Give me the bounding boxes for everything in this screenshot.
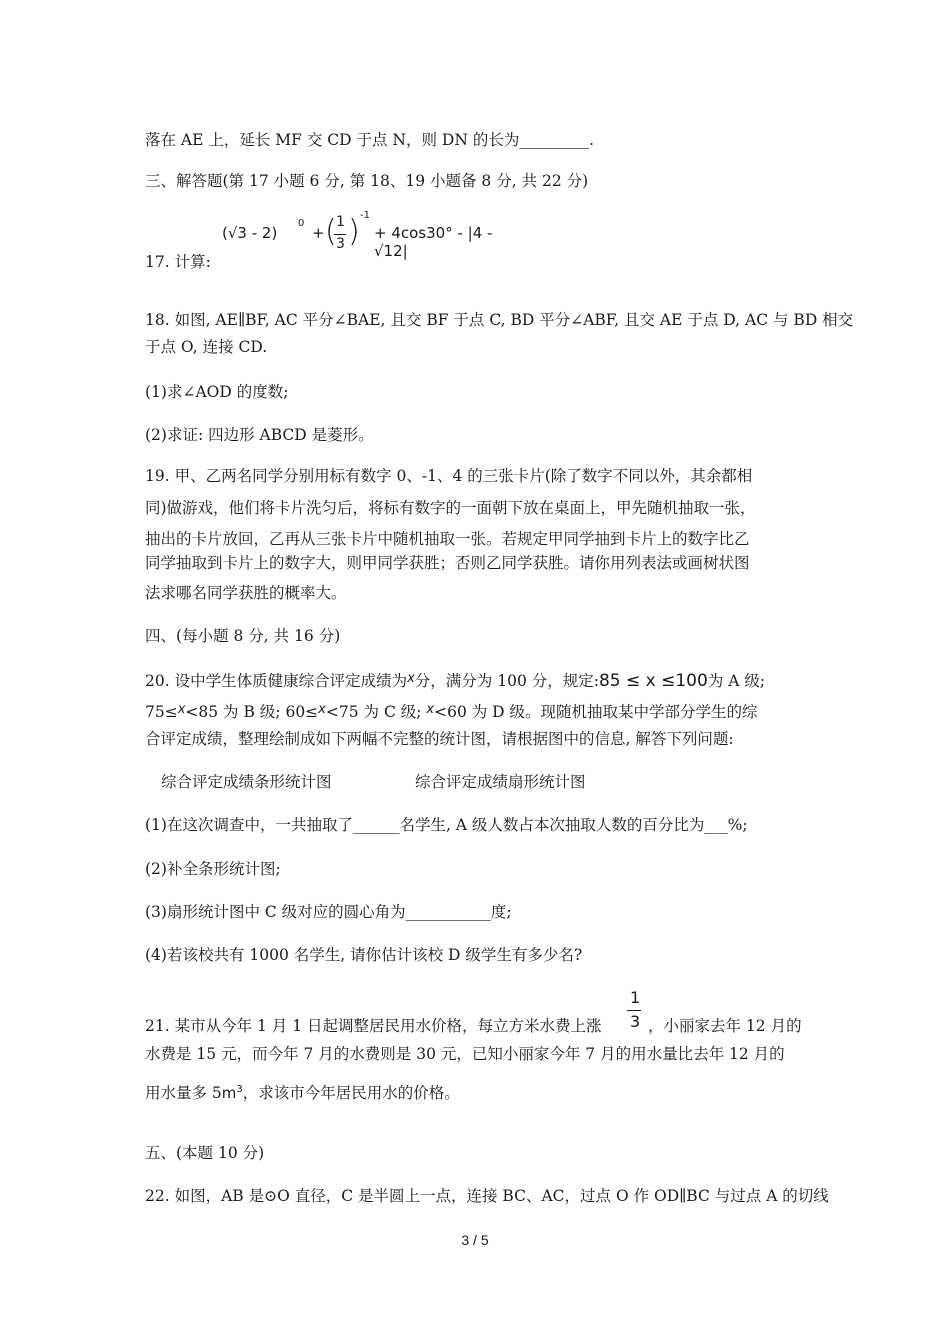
q18-line-1: 18. 如图, AE∥BF, AC 平分∠BAE, 且交 BF 于点 C, BD 平分∠ABF, 且交 AE 于点 D, AC 与 BD 相交 <box>145 311 854 329</box>
section-3-heading: 三、解答题(第 17 小题 6 分, 第 18、19 小题备 8 分, 共 22 分) <box>145 172 589 190</box>
q20-line-2: 75≤$^x$<85 为 B 级; 60≤$^x$<75 为 C 级; $^x$<60 为 D 级。现随机抽取某中学部分学生的综 <box>145 702 758 721</box>
q19-line-4: 同学抽取到卡片上的数字大，则甲同学获胜；否则乙同学获胜。请你用列表法或画树状图 <box>145 554 750 572</box>
q17-term-c: + 4cos30° - |4 - √12| <box>374 224 493 260</box>
q18-line-3: (1)求∠AOD 的度数; <box>145 383 289 401</box>
q18-line-4: (2)求证: 四边形 ABCD 是菱形。 <box>145 426 374 444</box>
q21-line-1b: ，小丽家去年 12 月的 <box>648 1017 802 1035</box>
q17-frac-den: 3 <box>336 236 345 252</box>
q17-exp-a: 0 <box>298 218 305 229</box>
q19-line-1: 19. 甲、乙两名同学分别用标有数字 0、-1、4 的三张卡片(除了数字不同以外，其余都相 <box>145 467 753 485</box>
q17-plus: + <box>312 224 325 242</box>
section-4-heading: 四、(每小题 8 分, 共 16 分) <box>145 627 341 645</box>
q20-part-4: (4)若该校共有 1000 名学生, 请你估计该校 D 级学生有多少名? <box>145 946 583 964</box>
q20-part-3: (3)扇形统计图中 C 级对应的圆心角为___________度; <box>145 903 512 921</box>
q17-paren-right: ) <box>348 214 360 249</box>
q20-line-3: 合评定成绩，整理绘制成如下两幅不完整的统计图，请根据图中的信息, 解答下列问题: <box>145 730 734 748</box>
q21-frac-bar <box>627 1010 641 1011</box>
q20-pie-chart-title: 综合评定成绩扇形统计图 <box>415 773 586 791</box>
q21-line-1a: 21. 某市从今年 1 月 1 日起调整居民用水价格，每立方米水费上涨 <box>145 1017 602 1035</box>
page-number: 3 / 5 <box>461 1232 489 1248</box>
q20-part-1: (1)在这次调查中，一共抽取了______名学生, A 级人数占本次抽取人数的百分比为___%; <box>145 816 748 834</box>
q21-fraction <box>625 988 649 1036</box>
q19-line-5: 法求哪名同学获胜的概率大。 <box>145 584 347 602</box>
q22-line-1: 22. 如图，AB 是⊙O 直径，C 是半圆上一点，连接 BC、AC，过点 O 作 OD∥BC 与过点 A 的切线 <box>145 1187 829 1205</box>
q20-line-1: 20. 设中学生体质健康综合评定成绩为$^x$分，满分为 100 分，规定:85 ≤ x ≤100为 A 级; <box>145 671 766 691</box>
q21-line-2: 水费是 15 元，而今年 7 月的水费则是 30 元，已知小丽家今年 7 月的用水量比去年 12 月的 <box>145 1045 785 1063</box>
q21-line-3: 用水量多 $5m^3$，求该市今年居民用水的价格。 <box>145 1084 460 1103</box>
q17-term-a: (√3 - 2) <box>222 224 278 242</box>
q17-exp-b: -1 <box>360 210 370 221</box>
q17-frac-bar <box>334 234 346 235</box>
q17-label: 17. 计算: <box>145 253 211 271</box>
q17-paren-left: ( <box>325 214 337 249</box>
q17-frac-num: 1 <box>336 214 345 230</box>
section-5-heading: 五、(本题 10 分) <box>145 1144 265 1162</box>
q20-bar-chart-title: 综合评定成绩条形统计图 <box>161 773 332 791</box>
q21-frac-den: 3 <box>630 1012 641 1031</box>
line-1: 落在 AE 上，延长 MF 交 CD 于点 N，则 DN 的长为_________. <box>145 131 594 149</box>
q18-line-2: 于点 O, 连接 CD. <box>145 338 268 356</box>
q21-frac-num: 1 <box>630 988 641 1007</box>
q19-line-2: 同)做游戏，他们将卡片洗匀后，将标有数字的一面朝下放在桌面上，甲先随机抽取一张， <box>145 499 756 517</box>
q17-expression <box>222 210 502 262</box>
q20-part-2: (2)补全条形统计图; <box>145 860 281 878</box>
q19-line-3: 抽出的卡片放回，乙再从三张卡片中随机抽取一张。若规定甲同学抽到卡片上的数字比乙 <box>145 530 750 548</box>
